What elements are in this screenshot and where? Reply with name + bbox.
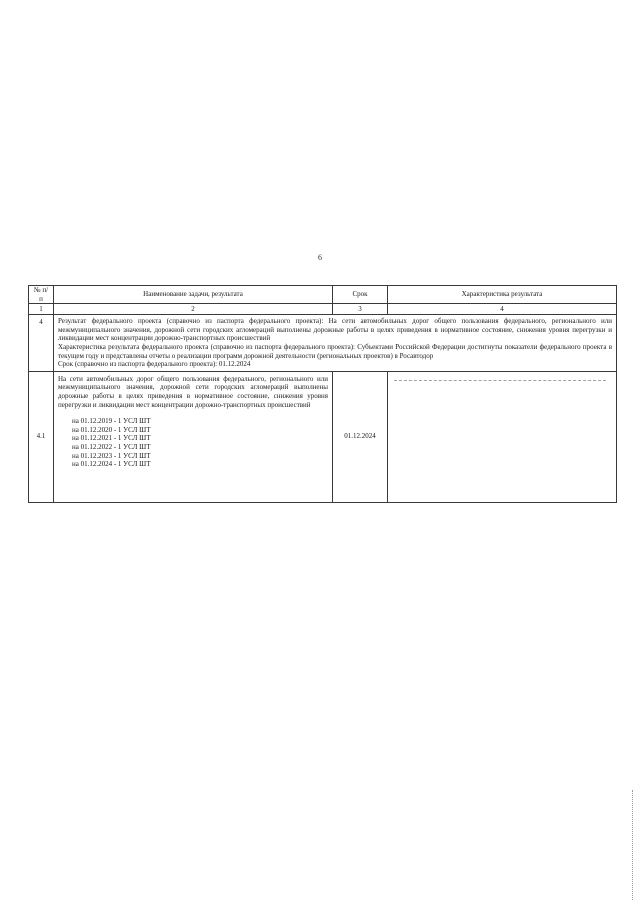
col-number-2: 2 bbox=[54, 304, 333, 315]
list-item: на 01.12.2024 - 1 УСЛ ШТ bbox=[72, 460, 151, 469]
row41-name: На сети автомобильных дорог общего пользования федерального, регионального или межмуниципального значения, дорожной сети городских агломераций выполнены дорожные работы в целях приведения в нормативное состояние, снижения уровня перегрузки и ликвидации мест концентрации дорожно-транспортных происшествий bbox=[58, 374, 328, 409]
row4-description bbox=[54, 315, 617, 372]
row41-plan-list bbox=[58, 417, 328, 469]
table-row-4 bbox=[29, 315, 617, 372]
row4-num: 4 bbox=[29, 315, 54, 372]
row41-name-cell bbox=[54, 371, 333, 502]
scan-edge-artifact bbox=[632, 790, 634, 900]
results-table bbox=[28, 285, 617, 503]
header-characteristic: Характеристика результата bbox=[388, 286, 617, 304]
row41-num: 4.1 bbox=[29, 371, 54, 502]
header-name: Наименование задачи, результата bbox=[54, 286, 333, 304]
header-num: № п/п bbox=[29, 286, 54, 304]
list-item: на 01.12.2019 - 1 УСЛ ШТ bbox=[72, 417, 151, 426]
table-header-row bbox=[29, 286, 617, 304]
row4-federal-deadline: Срок (справочно из паспорта федерального проекта): 01.12.2024 bbox=[58, 360, 251, 369]
col-number-4: 4 bbox=[388, 304, 617, 315]
page-number: 6 bbox=[318, 253, 322, 262]
scan-artifact-line bbox=[394, 380, 606, 381]
list-item: на 01.12.2023 - 1 УСЛ ШТ bbox=[72, 451, 151, 460]
header-date: Срок bbox=[333, 286, 388, 304]
column-number-row bbox=[29, 304, 617, 315]
row41-date: 01.12.2024 bbox=[333, 371, 388, 502]
col-number-3: 3 bbox=[333, 304, 388, 315]
row4-federal-result: Результат федерального проекта (справочно из паспорта федерального проекта): На сети автомобильных дорог общего пользования федерального, регионального или межмуниципального значения, дорожной сети городских агломераций выполнены дорожные работы в целях приведения в нормативное состояние, снижения уровня перегрузки и ликвидации мест концентрации дорожно-транспортных происшествий bbox=[58, 317, 612, 343]
row41-characteristic bbox=[388, 371, 617, 502]
col-number-1: 1 bbox=[29, 304, 54, 315]
table-row-4-1 bbox=[29, 371, 617, 502]
list-item: на 01.12.2021 - 1 УСЛ ШТ bbox=[72, 434, 151, 443]
list-item: на 01.12.2022 - 1 УСЛ ШТ bbox=[72, 442, 151, 451]
list-item: на 01.12.2020 - 1 УСЛ ШТ bbox=[72, 425, 151, 434]
row4-federal-characteristic: Характеристика результата федерального проекта (справочно из паспорта федерального проекта): Субъектами Российской Федерации достигнуты показатели федерального проекта в текущем году и представлены отчеты о реализации программ дорожной деятельности (региональных проектов) в Росавтодор bbox=[58, 342, 612, 360]
